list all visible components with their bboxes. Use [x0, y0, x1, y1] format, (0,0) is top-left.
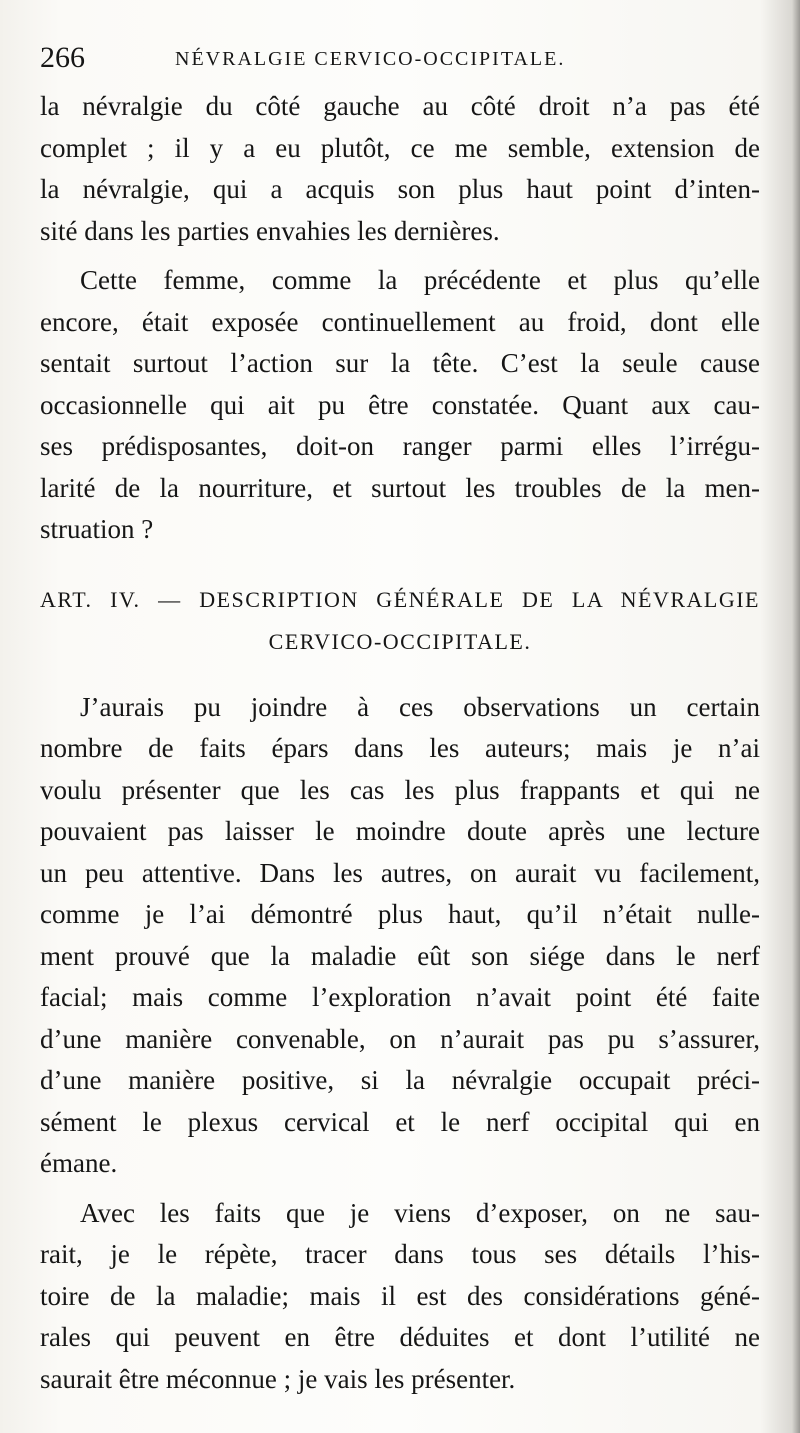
- text-line: sentait surtout l’action sur la tête. C’est la seule cause: [40, 348, 760, 378]
- text-line: Avec les faits que je viens d’exposer, on ne sau-: [80, 1197, 760, 1228]
- page-header: [40, 40, 760, 80]
- text-line: sité dans les parties envahies les dernières.: [40, 215, 500, 246]
- paragraph-2: [40, 260, 760, 551]
- text-line: la névralgie du côté gauche au côté droit n’a pas été: [40, 91, 760, 121]
- section-heading-line-1: ART. IV. — DESCRIPTION GÉNÉRALE DE LA NÉVRALGIE: [40, 586, 760, 612]
- text-line: occasionnelle qui ait pu être constatée. Quant aux cau-: [40, 389, 760, 420]
- text-line: ses prédisposantes, doit-on ranger parmi elles l’irrégu-: [40, 431, 760, 461]
- text-line: d’une manière positive, si la névralgie occupait préci-: [40, 1065, 760, 1095]
- running-title: NÉVRALGIE CERVICO-OCCIPITALE.: [175, 48, 566, 70]
- text-line: rales qui peuvent en être déduites et dont l’utilité ne: [40, 1322, 760, 1352]
- text-line: complet ; il y a eu plutôt, ce me semble, extension de: [40, 132, 760, 163]
- section-heading: [40, 579, 760, 663]
- text-line: J’aurais pu joindre à ces observations un certain: [80, 691, 760, 722]
- text-line: rait, je le répète, tracer dans tous ses détails l’his-: [40, 1239, 760, 1269]
- text-line: struation ?: [40, 514, 154, 544]
- page-number: 266: [40, 41, 85, 74]
- section-heading-line-2: CERVICO-OCCIPITALE.: [268, 628, 532, 654]
- text-line: ment prouvé que la maladie eût son siége dans le nerf: [40, 940, 760, 971]
- text-line: sément le plexus cervical et le nerf occipital qui en: [40, 1106, 760, 1137]
- text-line: la névralgie, qui a acquis son plus haut point d’inten-: [40, 174, 760, 204]
- text-line: un peu attentive. Dans les autres, on aurait vu facilement,: [40, 857, 760, 888]
- text-line: nombre de faits épars dans les auteurs; mais je n’ai: [40, 733, 760, 763]
- text-line: comme je l’ai démontré plus haut, qu’il n’était nulle-: [40, 899, 760, 929]
- paragraph-4: [40, 1193, 760, 1401]
- text-line: d’une manière convenable, on n’aurait pas pu s’assurer,: [40, 1023, 760, 1054]
- text-line: encore, était exposée continuellement au froid, dont elle: [40, 306, 760, 337]
- text-line: toire de la maladie; mais il est des considérations géné-: [40, 1280, 760, 1311]
- paragraph-1: [40, 86, 760, 252]
- text-line: larité de la nourriture, et surtout les troubles de la men-: [40, 472, 760, 503]
- text-line: émane.: [40, 1148, 118, 1178]
- text-line: voulu présenter que les cas les plus frappants et qui ne: [40, 774, 760, 805]
- text-line: facial; mais comme l’exploration n’avait point été faite: [40, 982, 760, 1012]
- body-text: [40, 86, 760, 1400]
- text-line: pouvaient pas laisser le moindre doute après une lecture: [40, 816, 760, 846]
- text-line: Cette femme, comme la précédente et plus qu’elle: [80, 265, 760, 295]
- text-line: saurait être méconnue ; je vais les présenter.: [40, 1363, 516, 1394]
- paragraph-3: [40, 687, 760, 1185]
